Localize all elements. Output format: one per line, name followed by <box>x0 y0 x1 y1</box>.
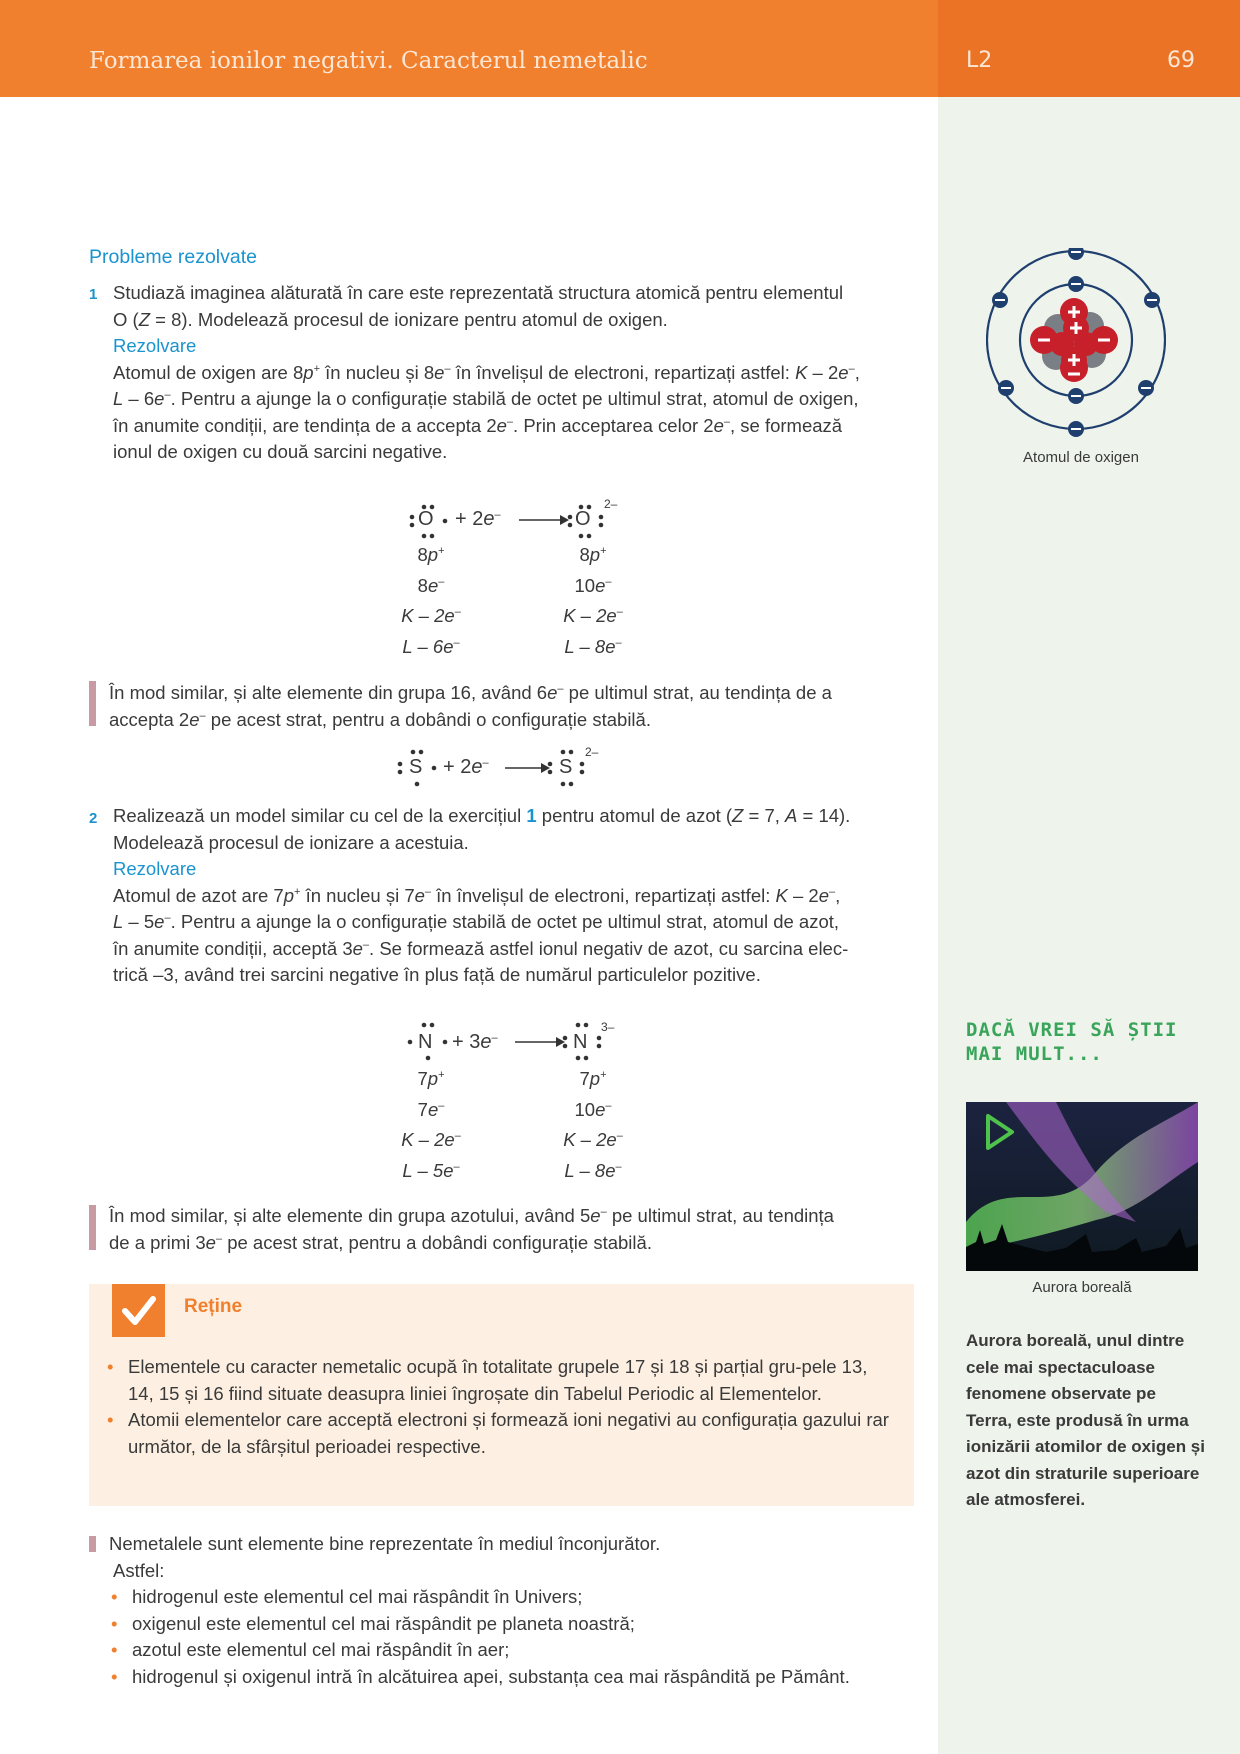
list-item: • oxigenul este elementul cel mai răspândit pe planeta noastră; <box>111 1611 916 1638</box>
text-line <box>381 571 481 602</box>
symbol-oxygen-ion: O <box>575 508 591 530</box>
text: pe ultimul strat, au tendința <box>606 1205 834 1226</box>
text: e <box>818 884 830 906</box>
text-line <box>113 386 915 413</box>
text-line: Modelează procesul de ionizare a acestuia. <box>113 831 469 853</box>
text: e <box>595 1098 606 1120</box>
text-line <box>113 413 915 440</box>
text: – <box>215 1232 223 1245</box>
text: L – 6 <box>402 635 444 657</box>
text-line <box>381 1064 481 1095</box>
text: – <box>615 1160 622 1173</box>
symbol-nitrogen: N <box>418 1031 433 1053</box>
text: . Pentru a ajunge la o configurație stabilă de octet pe ultimul strat, atomul de oxigen, <box>170 388 859 409</box>
text: în învelișul de electroni, repartizați astfel: <box>450 361 796 383</box>
text: e <box>444 605 455 626</box>
text: . Pentru a ajunge la o configurație stabilă de octet pe ultimul strat, atomul de azot, <box>170 911 840 932</box>
text: e <box>713 414 724 436</box>
text: – <box>848 362 855 375</box>
text: – <box>199 709 206 722</box>
text: – <box>600 1206 607 1218</box>
note-group-16 <box>109 680 915 733</box>
text: K <box>795 361 808 383</box>
text: – <box>605 1099 612 1112</box>
text: p <box>283 884 295 906</box>
text: Atomul de azot are 7 <box>113 884 284 906</box>
text: e <box>605 635 616 657</box>
text: – <box>616 606 623 618</box>
text: – <box>491 1032 498 1044</box>
text-line: Nemetalele sunt elemente bine reprezentate în mediul înconjurător. <box>109 1533 661 1554</box>
text: – <box>615 636 622 649</box>
text-line <box>543 1064 643 1095</box>
solution-label: Rezolvare <box>113 335 197 356</box>
text: + <box>313 362 320 375</box>
text: – 2 <box>787 884 819 906</box>
text-line <box>113 307 915 334</box>
text-line <box>113 803 915 830</box>
text: e <box>606 605 617 626</box>
text: – <box>482 757 489 769</box>
text-line <box>543 632 643 663</box>
text: L <box>113 388 124 409</box>
text: de a primi 3 <box>109 1231 206 1253</box>
text-line <box>543 601 643 632</box>
equation-middle <box>452 1031 498 1054</box>
text-line <box>543 540 643 571</box>
text: p <box>589 1068 601 1089</box>
text: în nucleu și 7 <box>300 884 415 906</box>
text: În mod similar, și alte elemente din grupa 16, având 6 <box>109 682 548 703</box>
text: e <box>189 708 200 730</box>
note-nitrogen-group <box>109 1203 915 1256</box>
text: în nucleu și 8 <box>320 361 435 383</box>
text: Atomul de oxigen are 8 <box>113 361 304 383</box>
text: e <box>595 574 606 596</box>
text: K – 2 <box>401 605 445 626</box>
text: e <box>471 756 483 778</box>
remember-list <box>107 1354 897 1460</box>
final-note-intro <box>109 1531 915 1584</box>
text: 8 <box>417 574 428 596</box>
text: + <box>600 545 607 557</box>
text: e <box>427 574 439 596</box>
section-title: Probleme rezolvate <box>89 246 257 268</box>
problem-1-statement <box>113 280 915 466</box>
list-item: • hidrogenul și oxigenul intră în alcătuirea apei, substanța cea mai răspândită pe Pământ. <box>111 1664 916 1691</box>
oxygen-ion-column <box>543 540 643 662</box>
text: p <box>427 544 439 565</box>
problem-1-number: 1 <box>89 286 98 303</box>
chapter-title: Formarea ionilor negativi. Caracterul nemetalic <box>89 48 648 74</box>
text: În mod similar, și alte elemente din grupa azotului, având 5 <box>109 1205 591 1226</box>
text: A <box>785 805 798 826</box>
text: – 5 <box>123 911 155 932</box>
symbol-nitrogen-ion: N <box>573 1031 588 1053</box>
text: pe ultimul strat, au tendința de a <box>563 682 832 703</box>
nonmetal-facts-list <box>111 1584 916 1690</box>
text: e <box>496 414 507 436</box>
text: e <box>443 635 454 657</box>
equation-middle <box>443 756 489 779</box>
problem-2-statement <box>113 803 915 989</box>
text: + 2 <box>455 508 484 530</box>
solution-label: Rezolvare <box>113 858 197 879</box>
text: + <box>438 545 445 557</box>
text: e <box>444 1129 455 1150</box>
text-line <box>109 1203 915 1230</box>
text-line: Astfel: <box>113 1559 165 1581</box>
text: + <box>600 1069 607 1081</box>
text: L – 8 <box>564 1159 606 1181</box>
text: – <box>723 415 730 428</box>
text: e <box>427 1098 439 1120</box>
text-line <box>381 1125 481 1156</box>
list-item: • azotul este elementul cel mai răspândit în aer; <box>111 1637 916 1664</box>
text: – <box>424 885 432 898</box>
text: e <box>352 937 363 959</box>
text: – <box>454 606 461 618</box>
text-line <box>543 1095 643 1126</box>
text: 7 <box>579 1068 590 1089</box>
text: . Se formează astfel ionul negativ de azot, cu sarcina elec- <box>369 937 849 959</box>
text: Z <box>138 308 151 330</box>
text-line <box>381 1156 481 1187</box>
text-line <box>113 909 915 936</box>
text: – <box>444 362 451 375</box>
text: L <box>113 911 124 932</box>
text: L – 5 <box>402 1159 444 1181</box>
text: 10 <box>574 574 596 596</box>
aurora-illustration <box>966 1102 1198 1271</box>
text: – <box>453 1160 460 1173</box>
text: e <box>605 1159 616 1181</box>
exercise-ref: 1 <box>526 805 537 826</box>
atom-caption: Atomul de oxigen <box>1023 449 1139 466</box>
symbol-sulfur-ion: S <box>559 756 573 778</box>
text-line: Atomul de azot are 7p+ în nucleu și 7e– în învelișul de electroni, repartizați astfel: K – 2e–, <box>113 884 841 906</box>
text: e <box>547 682 558 703</box>
text: e <box>205 1231 216 1253</box>
nitrogen-ion-column <box>543 1064 643 1186</box>
text: e <box>154 911 165 932</box>
text: – <box>557 683 564 695</box>
text: – <box>453 636 460 649</box>
text: p <box>303 361 314 383</box>
text: – <box>438 1099 445 1112</box>
text: e <box>414 884 425 906</box>
note-marker <box>89 681 96 726</box>
text-line <box>381 632 481 663</box>
text: e <box>480 1031 492 1053</box>
text: O ( <box>113 308 139 330</box>
text: + <box>294 885 301 898</box>
text-line <box>381 1095 481 1126</box>
text-line <box>109 1230 915 1257</box>
text: în anumite condiții, are tendința de a accepta 2 <box>113 414 497 436</box>
text: K – 2 <box>563 605 607 626</box>
text: în învelișul de electroni, repartizați astfel: <box>431 884 776 906</box>
text-line <box>109 680 915 707</box>
text: p <box>427 1068 439 1089</box>
text: e <box>590 1205 601 1226</box>
text: + 3 <box>452 1031 481 1053</box>
text: – <box>494 509 501 521</box>
text-line <box>113 936 915 963</box>
text: – <box>164 912 171 924</box>
text: – <box>605 575 612 588</box>
text: – <box>164 389 171 401</box>
text: K – 2 <box>401 1129 445 1150</box>
note-marker <box>89 1536 96 1552</box>
text: e <box>154 388 165 409</box>
lesson-label: L2 <box>966 48 993 73</box>
problem-2-number: 2 <box>89 810 98 827</box>
text: = 8). Modelează procesul de ionizare pentru atomul de oxigen. <box>150 308 668 330</box>
aurora-description: Aurora boreală, unul dintre cele mai spectaculoase fenomene observate pe Terra, este produsă în urma ionizării atomilor de oxigen și azot din straturile superioare ale atmosferei. <box>966 1331 1205 1509</box>
text: – <box>829 885 836 898</box>
text: + <box>438 1069 445 1081</box>
text: e <box>483 508 495 530</box>
text: 7 <box>417 1068 428 1089</box>
text-line <box>543 1125 643 1156</box>
text-line: Atomul de oxigen are 8p+ în nucleu și 8e– în învelișul de electroni, repartizați astfel: K – 2e–, <box>113 361 860 383</box>
text: în anumite condiții, acceptă 3 <box>113 937 353 959</box>
list-item: • Elementele cu caracter nemetalic ocupă în totalitate grupele 17 și 18 și parțial gru-pele 13, 14, 15 și 16 fiind situate deasupra liniei îngroșate din Tabelul Periodic al Elementelor. <box>107 1354 897 1407</box>
text: Z <box>732 805 744 826</box>
text-line <box>543 1156 643 1187</box>
text: + 2 <box>443 756 472 778</box>
text: L – 8 <box>564 635 606 657</box>
text: 8 <box>579 544 590 565</box>
text-line: ionul de oxigen cu două sarcini negative. <box>113 441 448 462</box>
remember-title: Reține <box>184 1296 243 1317</box>
text: accepta 2 <box>109 708 190 730</box>
text: – <box>438 575 445 588</box>
text: 8 <box>417 544 428 565</box>
aurora-image <box>966 1102 1198 1271</box>
text-line <box>109 707 915 734</box>
text: – <box>362 938 370 951</box>
text: pe acest strat, pentru a dobândi o configurație stabilă. <box>205 708 651 730</box>
text: pentru atomul de azot ( <box>536 805 733 826</box>
text: = 7, <box>743 805 786 826</box>
text: 10 <box>574 1098 596 1120</box>
text: , se formează <box>730 414 843 436</box>
symbol-sulfur: S <box>409 756 423 778</box>
symbol-oxygen: O <box>418 508 434 530</box>
list-item: • Atomii elementelor care acceptă electroni și formează ioni negativi au configurația gazului rar următor, de la sfârșitul perioadei respective. <box>107 1407 897 1460</box>
text: e <box>838 361 849 383</box>
text: K – 2 <box>563 1129 607 1150</box>
text-line: Studiază imaginea alăturată în care este reprezentată structura atomică pentru elementul <box>113 282 844 303</box>
text: – <box>616 1130 623 1142</box>
text: Realizează un model similar cu cel de la exercițiul <box>113 805 527 826</box>
text-line <box>381 540 481 571</box>
text-line <box>381 601 481 632</box>
text: e <box>443 1159 454 1181</box>
aurora-caption: Aurora boreală <box>1032 1279 1132 1296</box>
checkmark-icon-svg <box>112 1284 165 1337</box>
text: – <box>454 1130 461 1142</box>
text-line <box>543 571 643 602</box>
text: – <box>506 415 514 428</box>
page-number: 69 <box>1167 48 1195 73</box>
text: K <box>775 884 788 906</box>
equation-middle <box>455 508 501 531</box>
nitrogen-atom-column <box>381 1064 481 1186</box>
more-info-title: DACĂ VREI SĂ ȘTII MAI MULT... <box>966 1019 1178 1065</box>
text: e <box>434 361 445 383</box>
text: p <box>589 544 601 565</box>
text: pe acest strat, pentru a dobândi configurație stabilă. <box>222 1231 652 1253</box>
checkmark-icon <box>112 1284 165 1337</box>
text: e <box>606 1129 617 1150</box>
text: = 14). <box>797 805 851 826</box>
text: – 6 <box>123 388 155 409</box>
text: 7 <box>417 1098 428 1120</box>
oxygen-atom-illustration <box>986 248 1166 438</box>
list-item: • hidrogenul este elementul cel mai răspândit în Univers; <box>111 1584 916 1611</box>
oxygen-atom-column <box>381 540 481 662</box>
text-line: trică –3, având trei sarcini negative în plus față de numărul particulelor pozitive. <box>113 964 761 985</box>
note-marker <box>89 1205 96 1250</box>
text: . Prin acceptarea celor 2 <box>513 414 714 436</box>
text: – 2 <box>807 361 839 383</box>
